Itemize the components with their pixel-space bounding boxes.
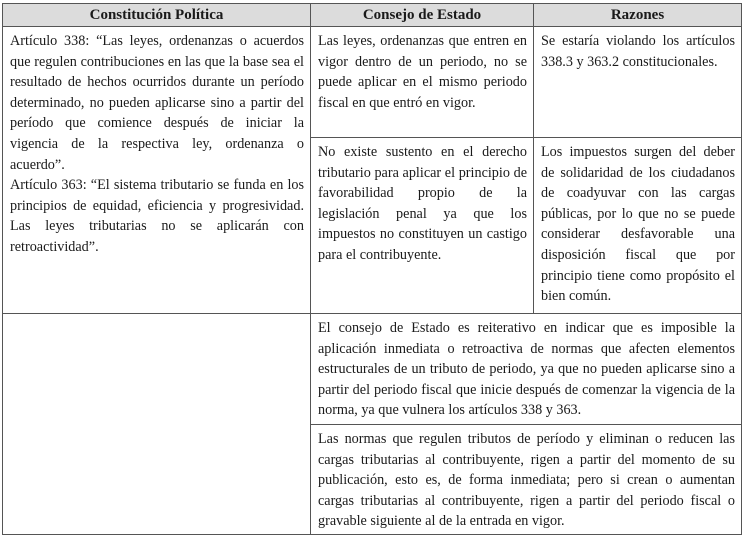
header-constitucion: Constitución Política: [2, 3, 311, 27]
razones-cell-2: Los impuestos surgen del deber de solidaridad de los ciudadanos de coadyuvar con las cargas públicas, por lo que no se puede considerar desfavorable una disposición fiscal que por principio tiene como propósito el bien común.: [533, 137, 742, 314]
header-razones: Razones: [533, 3, 742, 27]
header-consejo: Consejo de Estado: [310, 3, 534, 27]
articulo-363: Artículo 363: “El sistema tributario se funda en los principios de equidad, eficiencia y progresividad. Las leyes tributarias no se aplicarán con retroactividad”.: [10, 177, 304, 255]
merged-cell-2: Las normas que regulen tributos de período y eliminan o reducen las cargas tributarias al contribuyente, rigen a partir del momento de su publicación, esto es, de forma inmediata; pero si crean o aumentan cargas tributarias al contribuyente, rigen a partir del periodo fiscal o gravable siguiente al de la entrada en vigor.: [310, 424, 742, 535]
articulo-338: Artículo 338: “Las leyes, ordenanzas o acuerdos que regulen contribuciones en las que la base sea el resultado de hechos ocurridos durante un período determinado, no pueden aplicarse sino a partir del período que comience después de iniciar la vigencia de la respectiva ley, ordenanza o acuerdo”.: [10, 33, 304, 173]
consejo-cell-2: No existe sustento en el derecho tributario para aplicar el principio de favorabilidad propio de la legislación penal ya que los impuestos no constituyen un castigo para el contribuyente.: [310, 137, 534, 314]
consejo-cell-1: Las leyes, ordenanzas que entren en vigor dentro de un periodo, no se puede aplicar en el mismo periodo fiscal en que entró en vigor.: [310, 26, 534, 138]
razones-cell-1: Se estaría violando los artículos 338.3 y 363.2 constitucionales.: [533, 26, 742, 138]
comparison-table: [2, 3, 742, 535]
constitucion-cell: [2, 26, 311, 314]
merged-cell-1: El consejo de Estado es reiterativo en indicar que es imposible la aplicación inmediata o retroactiva de normas que afecten elementos estructurales de un tributo de periodo, ya que no pueden aplicarse sino a partir del periodo fiscal que inicie después de comenzar la vigencia de la norma, ya que vulnera los artículos 338 y 363.: [310, 313, 742, 425]
constitucion-empty-cell: [2, 313, 311, 535]
